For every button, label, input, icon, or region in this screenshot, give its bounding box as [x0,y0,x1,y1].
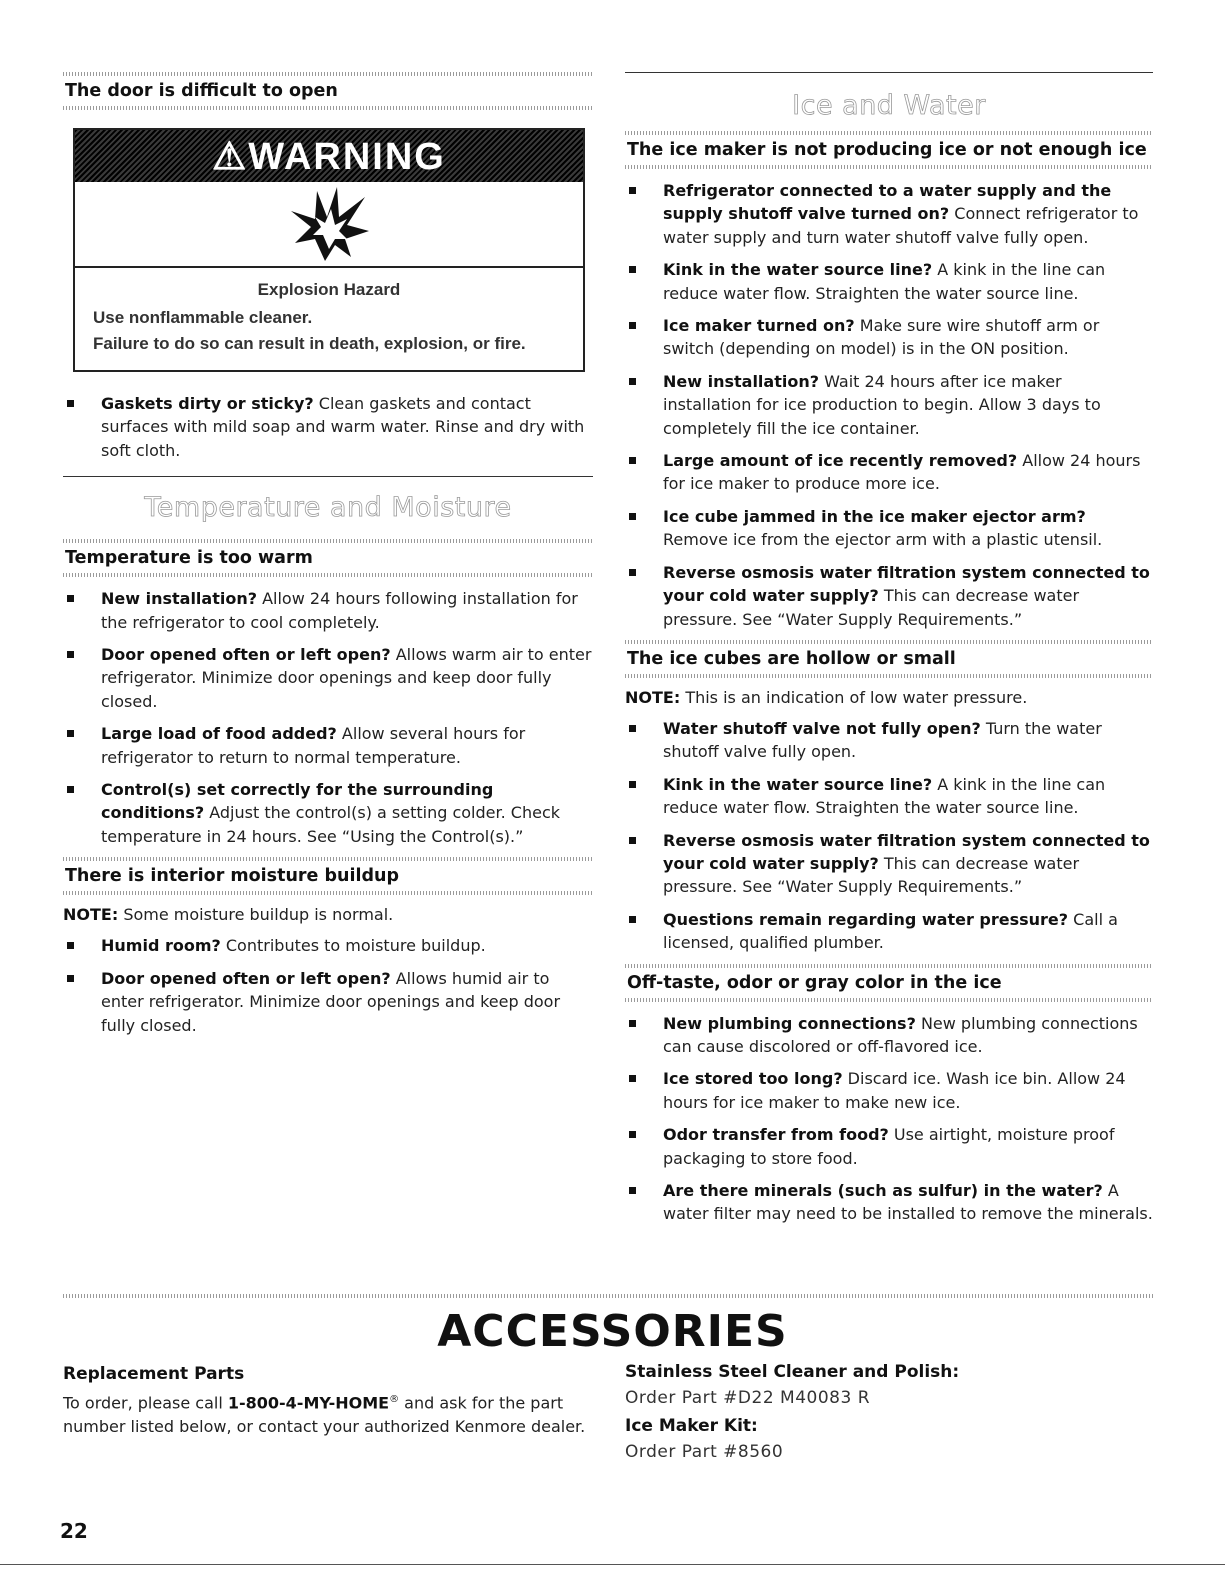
list-item: Odor transfer from food? Use airtight, moisture proof packaging to store food. [625,1123,1153,1170]
divider [625,131,1153,135]
door-bullets [63,392,593,462]
section-rule [625,72,1153,73]
list-item: Reverse osmosis water filtration system connected to your cold water supply? This can decrease water pressure. See “Water Supply Requirements.” [625,829,1153,899]
divider [63,539,593,543]
divider [625,674,1153,678]
explosion-icon-area [75,182,583,268]
list-item: Door opened often or left open? Allows warm air to enter refrigerator. Minimize door openings and keep door fully closed. [63,643,593,713]
divider [63,857,593,861]
divider [63,1294,1153,1298]
list-item: Are there minerals (such as sulfur) in the water? A water filter may need to be installed to remove the minerals. [625,1179,1153,1226]
list-item: New installation? Wait 24 hours after ice maker installation for ice production to begin. Allow 3 days to completely fill the ice container. [625,370,1153,440]
heading-moisture: There is interior moisture buildup [65,866,400,887]
hollow-bullets [625,717,1153,955]
left-column [63,0,593,1046]
list-item: Kink in the water source line? A kink in the line can reduce water flow. Straighten the water source line. [625,773,1153,820]
accessory-order: Order Part #D22 M40083 R [625,1388,871,1408]
divider [625,998,1153,1002]
section-title-temperature: Temperature and Moisture [144,492,512,524]
bottom-rule [0,1564,1225,1565]
replacement-text: To order, please call 1-800-4-MY-HOME® and ask for the part number listed below, or contact your authorized Kenmore dealer. [63,1393,586,1436]
heading-door-difficult: The door is difficult to open [65,81,338,101]
list-item: Control(s) set correctly for the surrounding conditions? Adjust the control(s) a setting colder. Check temperature in 24 hours. See “Using the Control(s).” [63,778,593,848]
not-producing-bullets [625,179,1153,631]
replacement-heading: Replacement Parts [63,1364,245,1384]
list-item: Ice cube jammed in the ice maker ejector arm? Remove ice from the ejector arm with a plastic utensil. [625,505,1153,552]
accessory-items [625,1362,1155,1470]
right-column [625,0,1153,1235]
list-item: New installation? Allow 24 hours following installation for the refrigerator to cool completely. [63,587,593,634]
warning-box [73,128,585,372]
list-item: Humid room? Contributes to moisture buildup. [63,934,593,957]
divider [63,891,593,895]
list-item: Door opened often or left open? Allows humid air to enter refrigerator. Minimize door openings and keep door fully closed. [63,967,593,1037]
replacement-parts [63,1364,603,1438]
heading-too-warm: Temperature is too warm [65,548,313,569]
list-item: Reverse osmosis water filtration system connected to your cold water supply? This can decrease water pressure. See “Water Supply Requirements.” [625,561,1153,631]
divider [63,573,593,577]
list-item: Large amount of ice recently removed? Allow 24 hours for ice maker to produce more ice. [625,449,1153,496]
phone-number: 1-800-4-MY-HOME [227,1393,390,1413]
list-item: Gaskets dirty or sticky? Clean gaskets and contact surfaces with mild soap and warm water. Rinse and dry with soft cloth. [63,392,593,462]
warning-label: ⚠WARNING [212,135,446,178]
divider [63,72,593,76]
accessories-title: ACCESSORIES [437,1306,788,1357]
divider [63,106,593,110]
list-item: Ice maker turned on? Make sure wire shutoff arm or switch (depending on model) is in the ON position. [625,314,1153,361]
divider [625,964,1153,968]
hazard-title: Explosion Hazard [257,280,401,299]
hollow-note: NOTE: This is an indication of low water pressure. [625,687,1028,707]
divider [625,640,1153,644]
accessory-name: Ice Maker Kit: [625,1416,758,1436]
list-item: Large load of food added? Allow several hours for refrigerator to return to normal temperature. [63,722,593,769]
warning-line: Failure to do so can result in death, explosion, or fire. [93,334,526,353]
list-item: New plumbing connections? New plumbing connections can cause discolored or off-flavored ice. [625,1012,1153,1059]
explosion-icon [289,187,369,261]
list-item: Water shutoff valve not fully open? Turn the water shutoff valve fully open. [625,717,1153,764]
warning-text [75,268,583,370]
list-item: Questions remain regarding water pressure? Call a licensed, qualified plumber. [625,908,1153,955]
accessory-name: Stainless Steel Cleaner and Polish: [625,1362,960,1382]
list-item: Kink in the water source line? A kink in the line can reduce water flow. Straighten the water source line. [625,258,1153,305]
off-taste-bullets [625,1012,1153,1226]
section-title-ice-water: Ice and Water [792,90,986,121]
heading-hollow: The ice cubes are hollow or small [627,648,956,669]
accessory-order: Order Part #8560 [625,1442,784,1462]
warning-line: Use nonflammable cleaner. [93,308,313,327]
heading-not-producing: The ice maker is not producing ice or not enough ice [627,140,1147,160]
list-item: Ice stored too long? Discard ice. Wash ice bin. Allow 24 hours for ice maker to make new ice. [625,1067,1153,1114]
list-item: Refrigerator connected to a water supply and the supply shutoff valve turned on? Connect refrigerator to water supply and turn water shutoff valve fully open. [625,179,1153,249]
section-rule [63,476,593,477]
page-number: 22 [60,1519,88,1543]
warm-bullets [63,587,593,848]
moisture-bullets [63,934,593,1037]
divider [625,165,1153,169]
warning-banner [75,130,583,182]
moisture-note: NOTE: Some moisture buildup is normal. [63,905,394,925]
heading-off-taste: Off-taste, odor or gray color in the ice [627,972,1002,993]
